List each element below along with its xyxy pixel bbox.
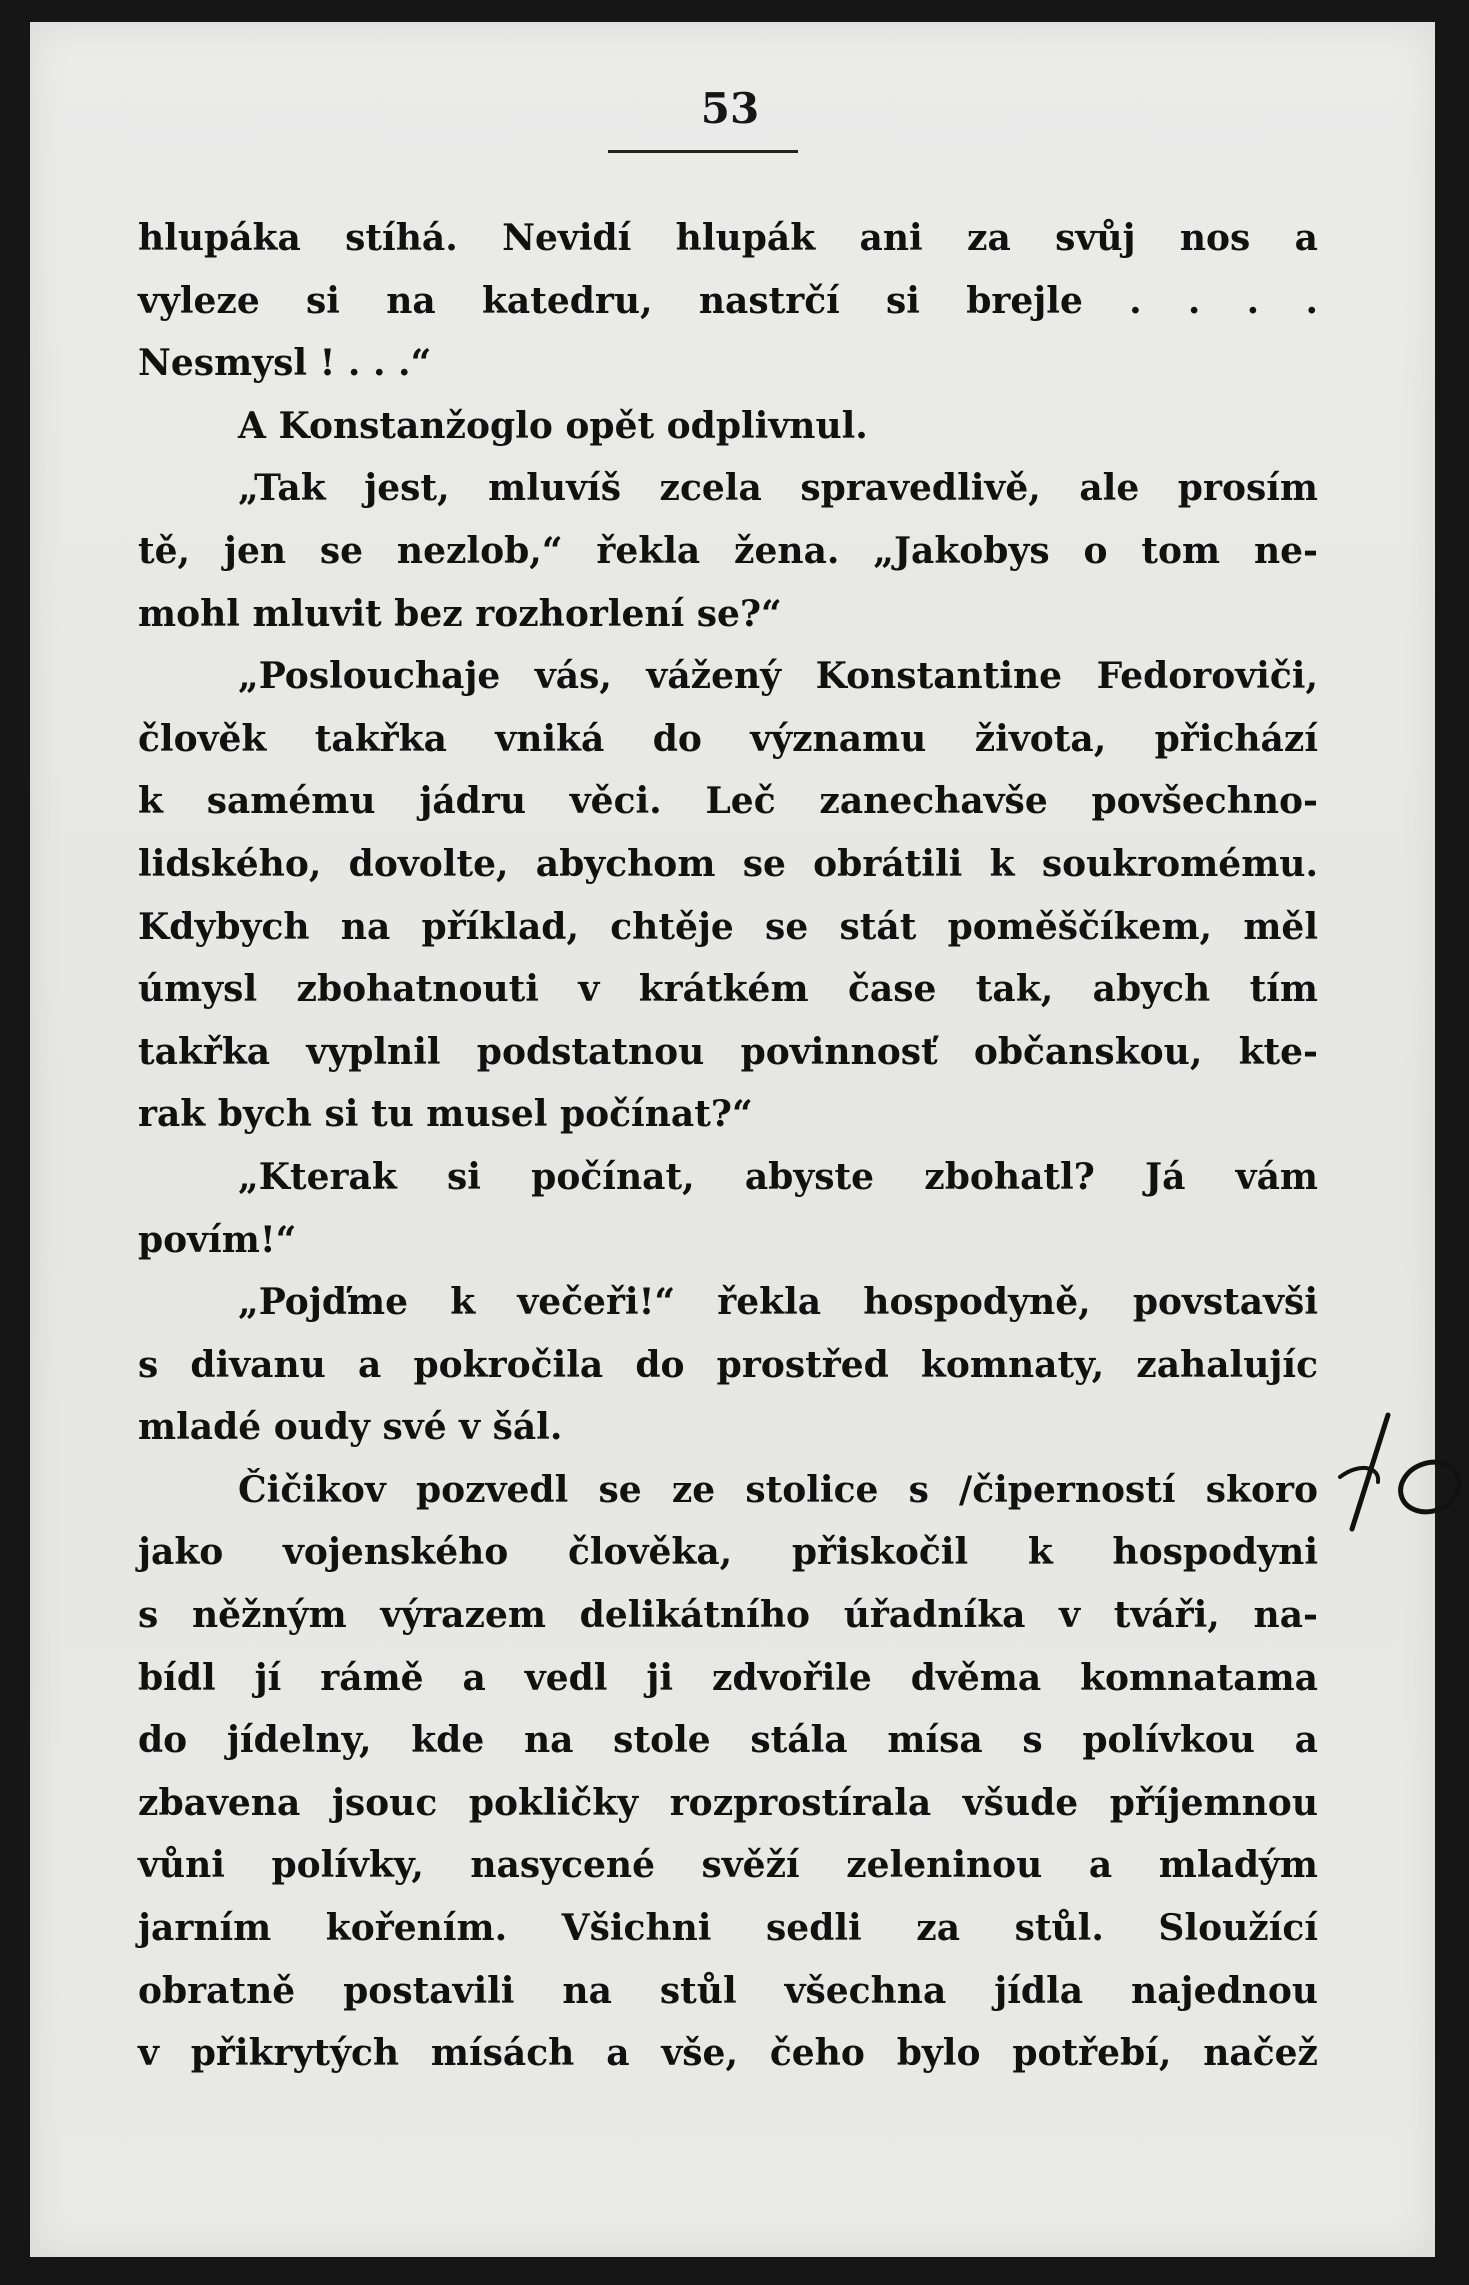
- page-number: 53: [700, 84, 760, 133]
- book-page: [30, 22, 1435, 2257]
- text-line: mladé oudy své v šál.: [138, 1406, 563, 1449]
- text-line: v přikrytých mísách a vše, čeho bylo potřebí, načež: [138, 2032, 1318, 2075]
- text-line: Kdybych na příklad, chtěje se stát poměščíkem, měl: [138, 905, 1318, 948]
- text-line: do jídelny, kde na stole stála mísa s polívkou a: [138, 1719, 1318, 1762]
- text-line: úmysl zbohatnouti v krátkém čase tak, abych tím: [138, 968, 1318, 1011]
- text-line: povím!“: [138, 1218, 297, 1261]
- text-line: hlupáka stíhá. Nevidí hlupák ani za svůj nos a: [138, 217, 1318, 259]
- text-line: tě, jen se nezlob,“ řekla žena. „Jakobys o tom ne-: [138, 529, 1318, 572]
- text-line: „Tak jest, mluvíš zcela spravedlivě, ale prosím: [238, 467, 1318, 510]
- text-line: obratně postavili na stůl všechna jídla najednou: [138, 1969, 1318, 2012]
- text-line: lidského, dovolte, abychom se obrátili k soukromému.: [138, 842, 1318, 885]
- page-number-rule: [608, 150, 798, 153]
- text-line: Čičikov pozvedl se ze stolice s /čiperností skoro: [238, 1468, 1318, 1511]
- text-line: s něžným výrazem delikátního úřadníka v tváři, na-: [138, 1594, 1318, 1637]
- text-line: vůni polívky, nasycené svěží zeleninou a mladým: [138, 1844, 1318, 1887]
- text-line: „Poslouchaje vás, vážený Konstantine Fedoroviči,: [238, 655, 1318, 698]
- text-line: k samému jádru věci. Leč zanechavše povšechno-: [138, 780, 1318, 823]
- text-line: bídl jí rámě a vedl ji zdvořile dvěma komnatama: [138, 1656, 1318, 1699]
- text-line: „Kterak si počínat, abyste zbohatl? Já vám: [238, 1155, 1318, 1198]
- text-line: „Pojďme k večeři!“ řekla hospodyně, povstavši: [238, 1281, 1318, 1324]
- text-line: s divanu a pokročila do prostřed komnaty, zahalujíc: [138, 1343, 1318, 1386]
- text-line: jarním kořením. Všichni sedli za stůl. Sloužící: [138, 1907, 1318, 1950]
- text-line: vyleze si na katedru, nastrčí si brejle . . . .: [138, 279, 1318, 322]
- text-line: rak bych si tu musel počínat?“: [138, 1093, 753, 1136]
- text-line: zbavena jsouc pokličky rozprostírala všude příjemnou: [138, 1781, 1318, 1824]
- text-line: jako vojenského člověka, přiskočil k hospodyni: [138, 1531, 1318, 1574]
- text-line: Nesmysl ! . . .“: [138, 342, 432, 385]
- text-line: člověk takřka vniká do významu života, přichází: [138, 717, 1318, 760]
- text-line: mohl mluvit bez rozhorlení se?“: [138, 592, 782, 635]
- text-line: takřka vyplnil podstatnou povinnosť občanskou, kte-: [138, 1030, 1318, 1073]
- text-line: A Konstanžoglo opět odplivnul.: [238, 404, 868, 447]
- body-text: [138, 207, 1318, 2085]
- margin-annotation: [1330, 1407, 1469, 1537]
